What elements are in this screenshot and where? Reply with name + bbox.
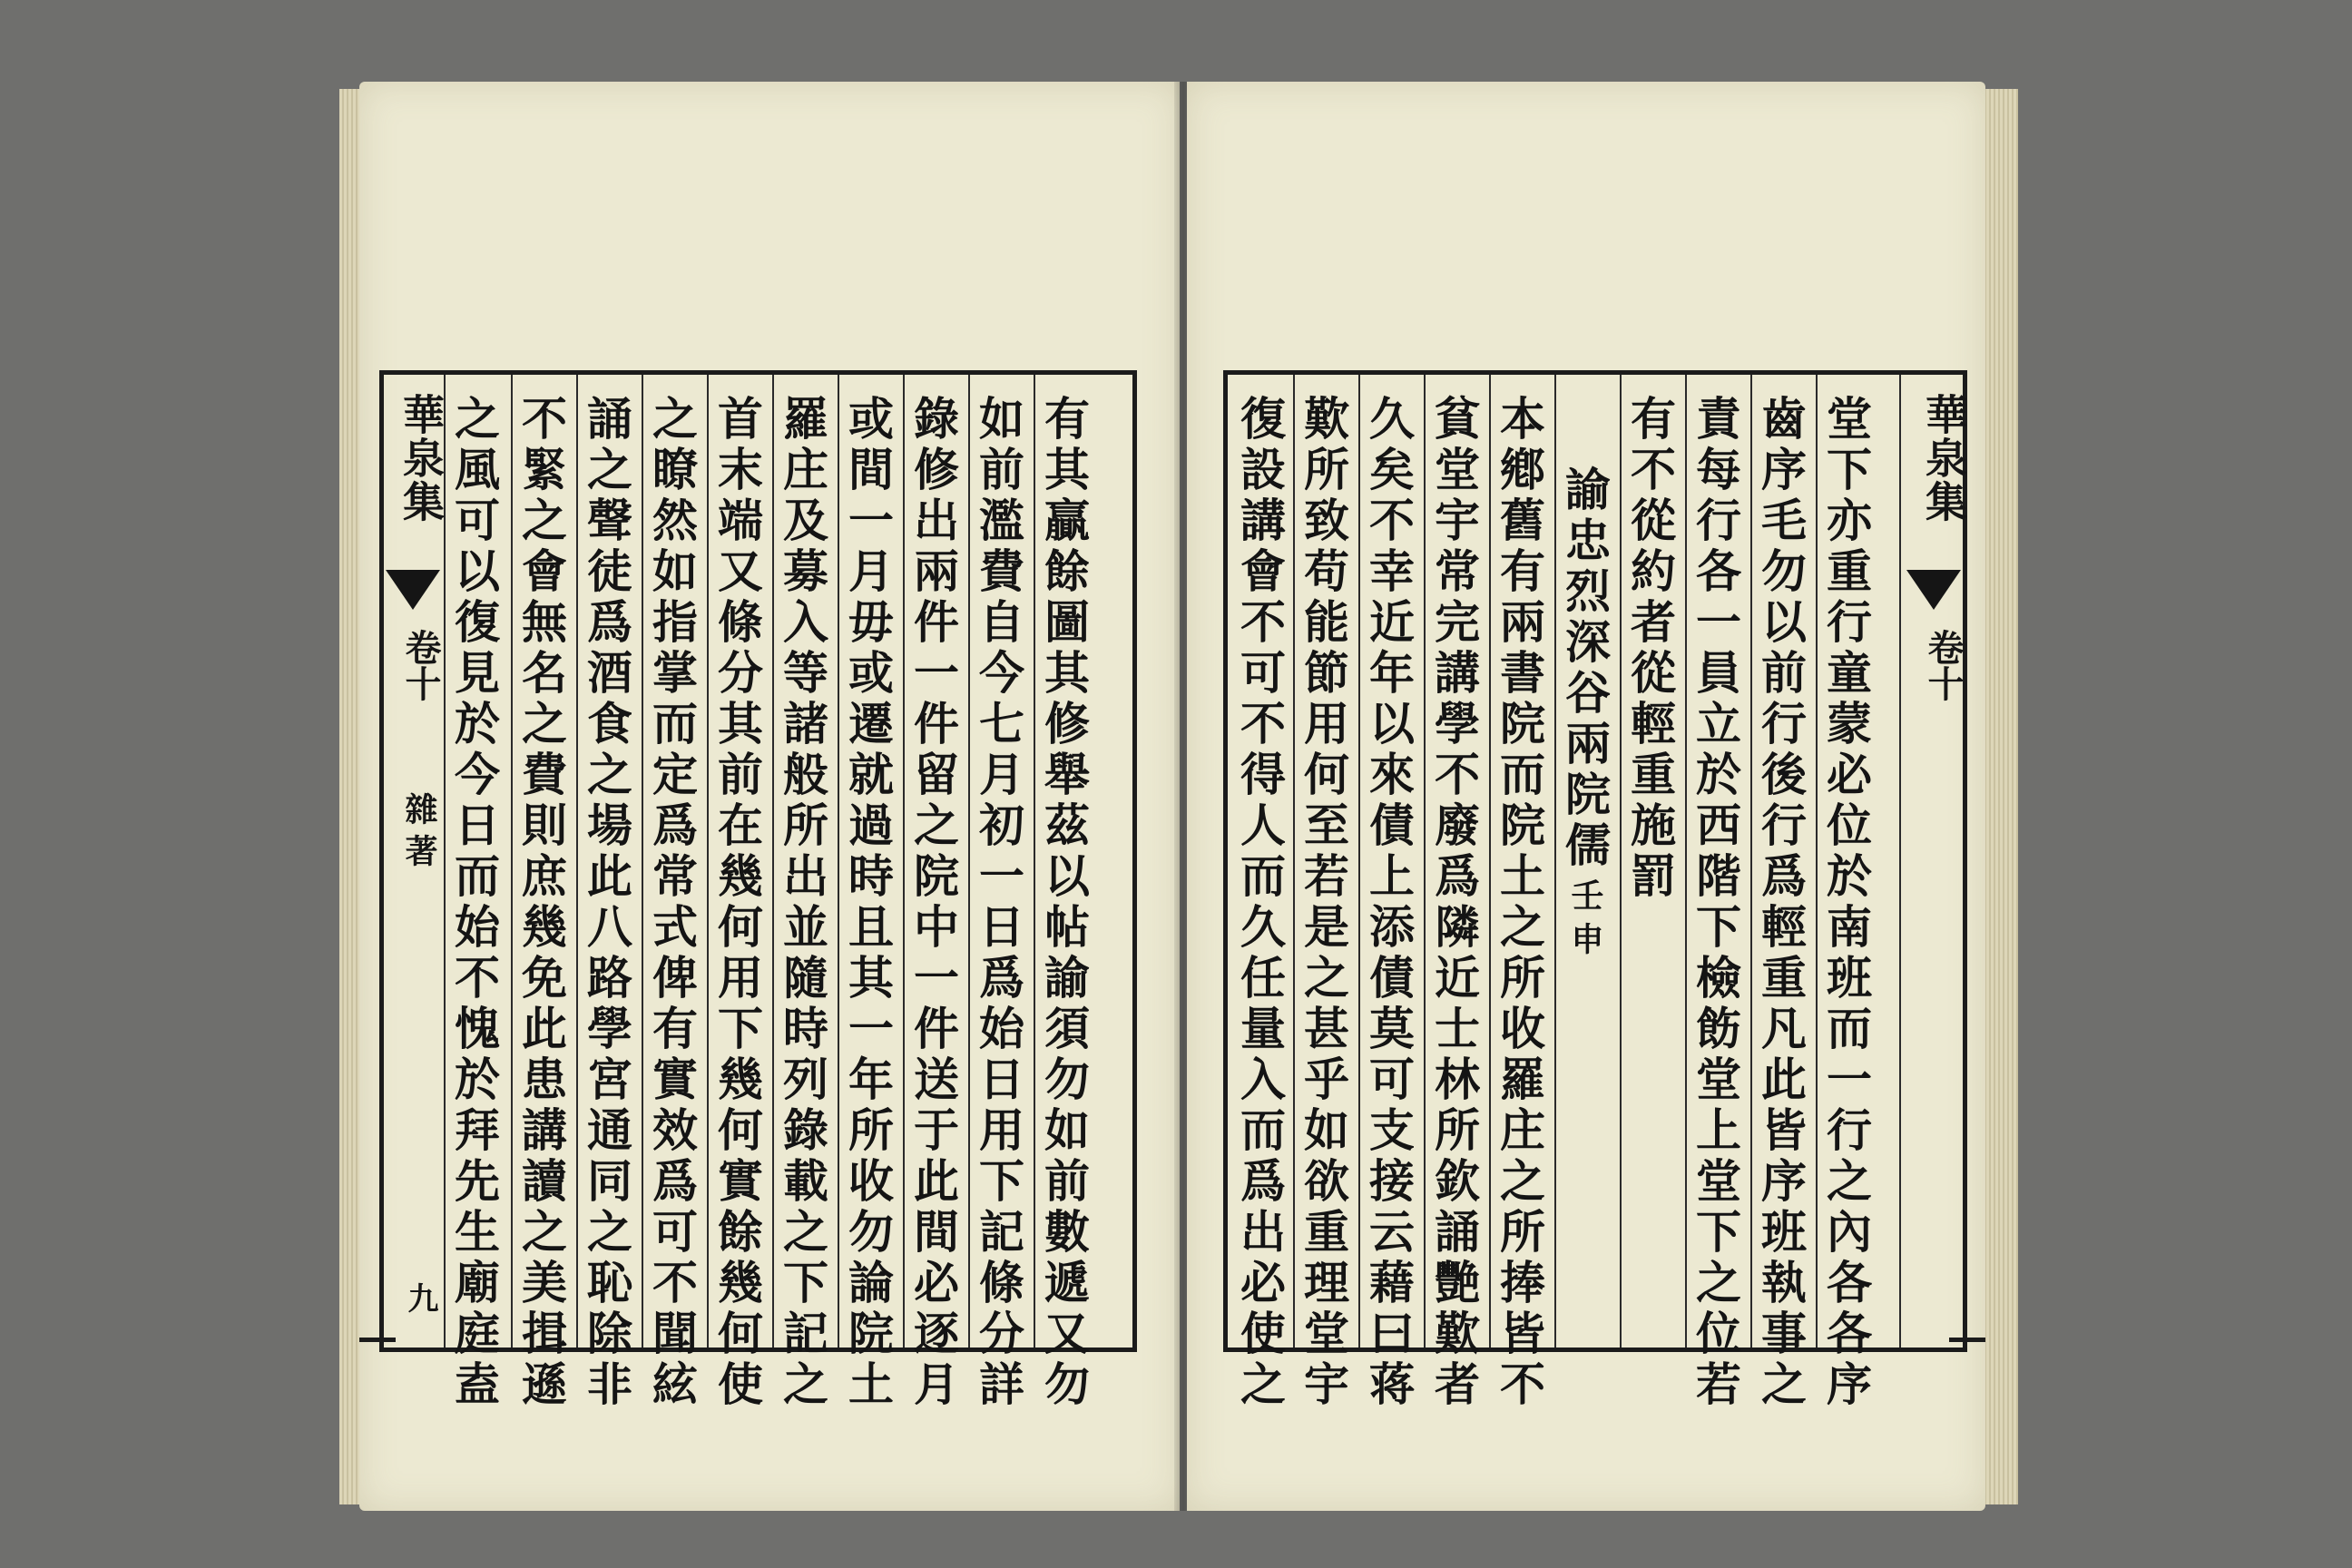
text-column: 之瞭然如指掌而定爲常式俾有實效爲可不聞絃	[645, 395, 699, 1411]
section-heading: 諭忠烈深谷兩院儒	[1558, 466, 1612, 872]
text-column: 責每行各一員立於西階下檢飭堂上堂下之位若	[1689, 395, 1742, 1411]
text-column: 首末端又條分其前在幾何用下幾何實餘幾何使	[710, 395, 764, 1411]
text-column: 如前濫費自今七月初一日爲始日用下記條分詳	[972, 395, 1025, 1411]
text-column: 復設講會不可不得人而久任量入而爲出必使之	[1233, 395, 1287, 1411]
edge-band	[1949, 1338, 1985, 1342]
right-page-edge	[1982, 89, 2018, 1504]
fishtail-mark	[1906, 570, 1961, 610]
left-margin-section: 雜著	[400, 792, 438, 876]
left-page	[359, 82, 1180, 1511]
text-column: 之風可以復見於今日而始不愧於拜先生廟庭盍	[447, 395, 501, 1411]
text-column: 不緊之會無名之費則庶幾免此患講讀之美揖遜	[514, 395, 568, 1411]
left-print-frame	[379, 370, 1137, 1411]
heading-date-note: 壬申	[1566, 878, 1604, 965]
left-page-number: 九	[402, 1282, 438, 1313]
right-page	[1187, 82, 1985, 1511]
text-column: 貧堂宇常完講學不廢爲隣近士林所欽誦艷歎者	[1427, 395, 1481, 1411]
text-column: 誦之聲徒爲酒食之場此八路學宮通同之恥除非	[580, 395, 633, 1411]
text-column: 久矣不幸近年以來債上添債莫可支接云藉曰蒋	[1362, 395, 1416, 1411]
text-column: 齒序毛勿以前行後行爲輕重凡此皆序班執事之	[1754, 395, 1808, 1411]
left-margin-title: 華泉集	[397, 393, 446, 524]
text-column: 堂下亦重行童蒙必位於南班而一行之內各各序	[1819, 395, 1873, 1411]
right-margin-title: 華泉集	[1919, 393, 1968, 524]
text-column: 歎所致苟能節用何至若是之甚乎如欲重理堂宇	[1297, 395, 1350, 1411]
left-margin-volume: 卷十	[399, 629, 442, 701]
text-column: 有不從約者從輕重施罰	[1623, 395, 1677, 903]
text-column: 羅庄及募入等諸般所出並隨時列錄載之下記之	[776, 395, 829, 1411]
text-column: 有其贏餘圖其修舉茲以帖諭須勿如前數遞又勿	[1037, 395, 1091, 1411]
text-column: 錄修出兩件一件留之院中一件送于此間必逐月	[906, 395, 960, 1411]
right-print-frame	[1223, 370, 1968, 1411]
right-margin-volume: 卷十	[1922, 629, 1965, 701]
text-column: 本鄕舊有兩書院而院土之所收羅庄之所捧皆不	[1493, 395, 1546, 1411]
edge-band	[359, 1338, 396, 1342]
fishtail-mark	[386, 570, 440, 610]
open-book	[327, 71, 2033, 1523]
text-column: 或間一月毋或遷就過時且其一年所收勿論院土	[841, 395, 895, 1411]
